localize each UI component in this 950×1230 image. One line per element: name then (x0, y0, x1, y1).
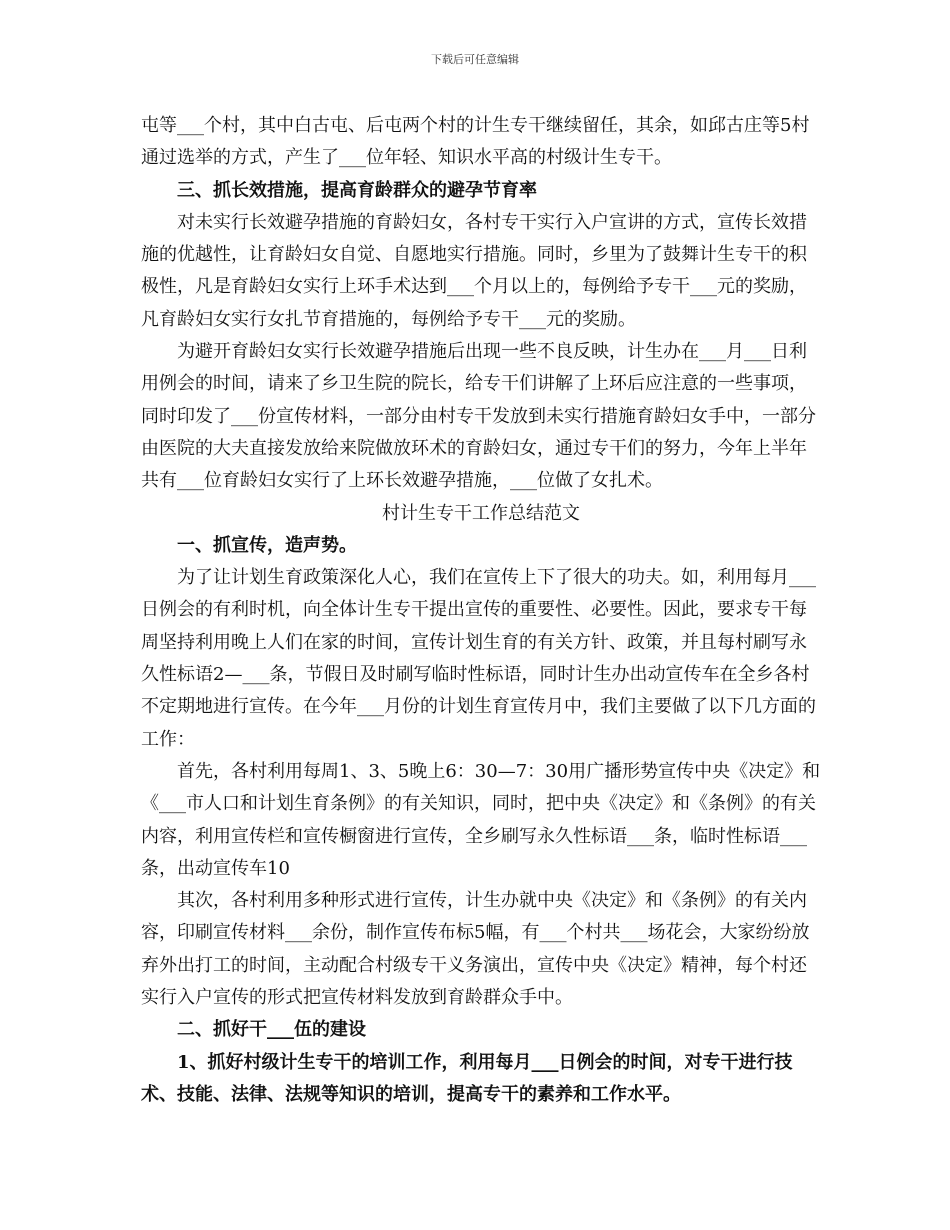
paragraph-publicity: 为了让计划生育政策深化人心，我们在宣传上下了很大的功夫。如，利用每月___日例会的有利时机，向全体计生专干提出宣传的重要性、必要性。因此，要求专干每周坚持利用晚上人们在家的时间，宣传计划生育的有关方针、政策，并且每村刷写永久性标语2—___条，节假日及时刷写临时性标语，同时计生办出动宣传车在全乡各村不定期地进行宣传。在今年___月份的计划生育宣传月中，我们主要做了以下几方面的工作： (141, 567, 816, 750)
document-body (141, 110, 821, 1111)
paragraph-training: 1、抓好村级计生专干的培训工作，利用每月___日例会的时间，对专干进行技术、技能、法律、法规等知识的培训，提高专干的素养和工作水平。 (141, 1051, 793, 1105)
paragraph-second: 其次，各村利用多种形式进行宣传，计生办就中央《决定》和《条例》的有关内容，印刷宣传材料___余份，制作宣传布标5幅，有___个村共___场花会，大家纷纷放弃外出打工的时间，主动配合村级专干义务演出，宣传中央《决定》精神，每个村还实行入户宣传的形式把宣传材料发放到育龄群众手中。 (141, 890, 810, 1009)
paragraph-avoid-adverse-reactions: 为避开育龄妇女实行长效避孕措施后出现一些不良反映，计生办在___月___日利用例会的时间，请来了乡卫生院的院长，给专干们讲解了上环后应注意的一些事项，同时印发了___份宣传材料，一部分由村专干发放到未实行措施育龄妇女手中，一部分由医院的大夫直接发放给来院做放环术的育龄妇女，通过专干们的努力，今年上半年共有___位育龄妇女实行了上环长效避孕措施，___位做了女扎术。 (141, 341, 816, 492)
paragraph-continuation: 屯等___个村，其中白古屯、后屯两个村的计生专干继续留任，其余，如邱古庄等5村通过选举的方式，产生了___位年轻、知识水平高的村级计生专干。 (141, 115, 810, 169)
paragraph-long-term-measures: 对未实行长效避孕措施的育龄妇女，各村专干实行入户宣讲的方式，宣传长效措施的优越性，让育龄妇女自觉、自愿地实行措施。同时，乡里为了鼓舞计生专干的积极性，凡是育龄妇女实行上环手术达到___个月以上的，每例给予专干___元的奖励，凡育龄妇女实行女扎节育措施的，每例给予专干___元的奖励。 (141, 211, 807, 330)
document-title: 村计生专干工作总结范文 (382, 502, 580, 524)
page-header: 下载后可任意编辑 (431, 53, 519, 66)
paragraph-first: 首先，各村利用每周1、3、5晚上6：30—7：30用广播形势宣传中央《决定》和《___市人口和计划生育条例》的有关知识，同时，把中央《决定》和《条例》的有关内容，利用宣传栏和宣传橱窗进行宣传，全乡刷写永久性标语___条，临时性标语___条，出动宣传车10 (141, 760, 821, 879)
section-heading-team-building: 二、抓好干___伍的建设 (177, 1019, 366, 1041)
section-heading-publicity: 一、抓宣传，造声势。 (177, 534, 357, 556)
section-heading-long-term-measures: 三、抓长效措施，提高育龄群众的避孕节育率 (177, 179, 537, 201)
